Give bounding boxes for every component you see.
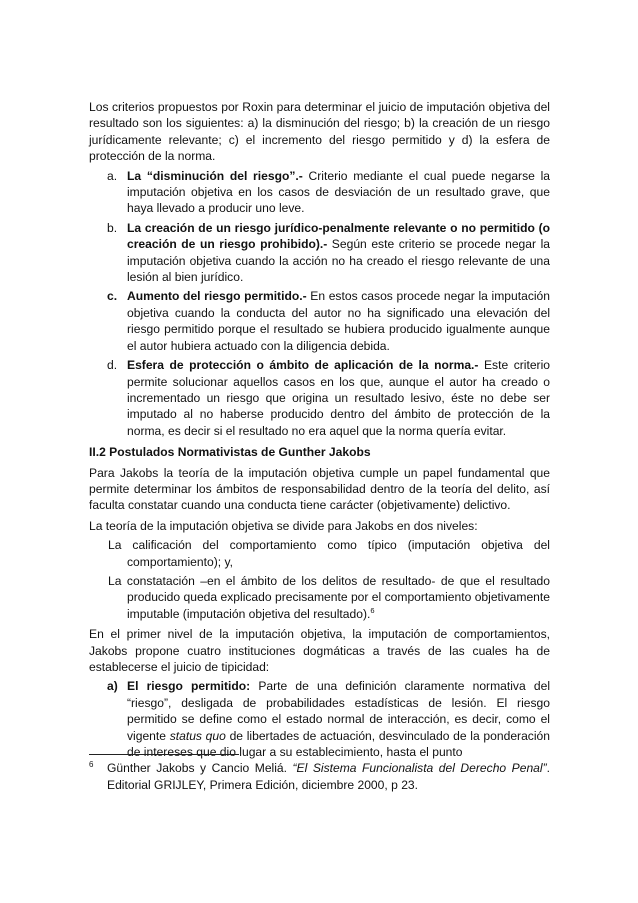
institution-title: El riesgo permitido: [127,679,251,694]
criterion-title: La creación de un riesgo jurídico-penalmente relevante o no permitido (o creación de un riesgo prohibido).- [127,220,550,252]
list-marker: a. [107,168,118,183]
footnote-divider [89,754,239,755]
criterion-title: Esfera de protección o ámbito de aplicación de la norma.- [127,358,479,373]
page-body [89,99,550,760]
criterion-title: Aumento del riesgo permitido.- [127,289,307,304]
list-marker: c. [107,289,118,304]
roxin-item-d [89,357,550,439]
footnote-title: “El Sistema Funcionalista del Derecho Penal” [292,761,547,775]
level-text: La calificación del comportamiento como típico (imputación objetiva del comportamiento); y, [108,538,550,569]
jakobs-paragraph-2: La teoría de la imputación objetiva se divide para Jakobs en dos niveles: [89,518,478,533]
footnote-number: 6 [89,760,94,769]
institutions-list [89,678,550,760]
institution-text-before: Parte de una definición claramente normativa del “riesgo”, desligada de probabilidades estadísticas de lesión. El riesgo permitido se define como el estado normal de interacción, es decir, como el vigente [127,679,551,743]
footnote [89,760,550,793]
criterion-text: En estos casos procede negar la imputación objetiva cuando la conducta del autor no ha significado una elevación del riesgo permitido porque el resultado se hubiera producido igualmente aunque el autor hubiera actuado con la diligencia debida. [127,289,550,353]
jakobs-paragraph-3: En el primer nivel de la imputación objetiva, la imputación de comportamientos, Jakobs propone cuatro instituciones dogmáticas a través de las cuales ha de establecerse el juicio de tipicidad: [89,627,550,674]
footnote-text [89,760,550,793]
jakobs-paragraph-1: Para Jakobs la teoría de la imputación objetiva cumple un papel fundamental que permite determinar los ámbitos de responsabilidad dentro de la teoría del delito, así faculta constatar cuando una conducta tiene carácter (objetivamente) delictivo. [89,465,550,513]
criterion-text: Según este criterio se procede negar la imputación objetiva cuando la acción no ha creado el riesgo relevante de una lesión al bien jurídico. [127,237,550,285]
criterion-title: La “disminución del riesgo”.- [127,168,303,183]
level-text: La constatación –en el ámbito de los delitos de resultado- de que el resultado producido queda explicado precisamente por el comportamiento objetivamente imputable (imputación objetiva del resultado). [108,573,550,621]
intro-paragraph: Los criterios propuestos por Roxin para determinar el juicio de imputación objetiva del resultado son los siguientes: a) la disminución del riesgo; b) la creación de un riesgo jurídicamente relevante; c) el incremento del riesgo permitido y d) la esfera de protección de la norma. [89,100,550,164]
criterion-text: Criterio mediante el cual puede negarse la imputación objetiva en los casos de desviación de un resultado grave, que haya llevado a producir uno leve. [127,168,551,216]
institution-item-a [89,678,550,760]
roxin-criteria-list [89,168,550,440]
institution-text-after: de libertades de actuación, desvinculado de la ponderación de intereses que dio lugar a su establecimiento, hasta el punto [127,728,550,760]
footnote-text-before: Günther Jakobs y Cancio Meliá. [107,761,293,775]
list-marker: d. [107,358,118,373]
list-marker: b. [107,220,118,235]
roxin-item-a [89,168,550,217]
section-heading: II.2 Postulados Normativistas de Gunther Jakobs [89,445,371,460]
level-item-1 [89,537,550,570]
criterion-text: Este criterio permite solucionar aquellos casos en los que, aunque el autor ha creado o incrementado un riesgo que origina un resultado lesivo, éste no debe ser imputado al no haberse producido dentro del ámbito de protección de la norma, es decir si el resultado no era aquel que la norma quería evitar. [127,358,550,438]
levels-list [89,537,550,622]
footnote-text-after: . Editorial GRIJLEY, Primera Edición, diciembre 2000, p 23. [107,761,550,792]
list-marker: a) [107,679,118,694]
footnote-reference: 6 [370,605,375,615]
roxin-item-c [89,288,550,354]
level-item-2 [89,573,550,622]
institution-italic: status quo [169,728,226,743]
roxin-item-b [89,220,550,286]
